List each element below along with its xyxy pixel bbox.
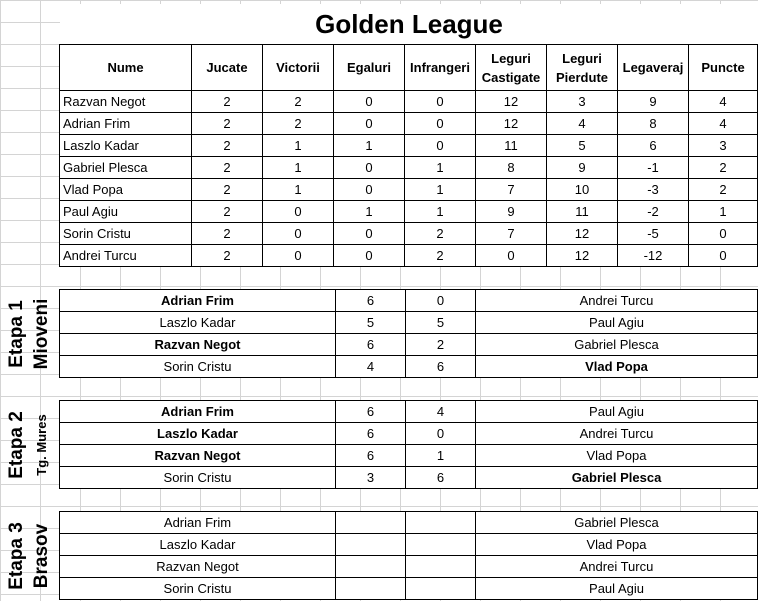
stat-cell: -5 (618, 223, 689, 245)
away-score-cell: 4 (406, 401, 476, 423)
home-score-cell (336, 512, 406, 534)
stat-cell: 2 (405, 223, 476, 245)
away-score-cell: 6 (406, 356, 476, 378)
match-row (60, 578, 758, 600)
away-player-cell: Paul Agiu (476, 312, 758, 334)
stat-cell: 0 (689, 223, 758, 245)
stat-cell: 2 (689, 179, 758, 201)
player-name-cell: Paul Agiu (60, 201, 192, 223)
stat-cell: -3 (618, 179, 689, 201)
match-row (60, 445, 758, 467)
stat-cell: 1 (405, 201, 476, 223)
page-title: Golden League (60, 4, 758, 44)
stat-cell: 3 (689, 135, 758, 157)
header-leguri-castigate (476, 45, 547, 91)
away-score-cell: 6 (406, 467, 476, 489)
home-player-cell: Laszlo Kadar (60, 312, 336, 334)
stat-cell: 0 (334, 91, 405, 113)
match-row (60, 356, 758, 378)
stage-table (59, 289, 758, 378)
home-player-cell: Adrian Frim (60, 401, 336, 423)
stat-cell: 0 (334, 223, 405, 245)
match-row (60, 467, 758, 489)
home-score-cell: 3 (336, 467, 406, 489)
stat-cell: 2 (192, 179, 263, 201)
away-player-cell: Vlad Popa (476, 534, 758, 556)
away-score-cell: 2 (406, 334, 476, 356)
away-player-cell: Vlad Popa (476, 445, 758, 467)
stat-cell: 1 (689, 201, 758, 223)
away-score-cell: 0 (406, 423, 476, 445)
home-score-cell: 6 (336, 334, 406, 356)
away-player-cell: Gabriel Plesca (476, 334, 758, 356)
stat-cell: 2 (192, 135, 263, 157)
stage-location-label: Brasov (31, 523, 52, 589)
stat-cell: 4 (547, 113, 618, 135)
stat-cell: 11 (547, 201, 618, 223)
stat-cell: 1 (263, 135, 334, 157)
home-player-cell: Laszlo Kadar (60, 423, 336, 445)
stage-location-label: Mioveni (31, 298, 52, 370)
stat-cell: 10 (547, 179, 618, 201)
stat-cell: 9 (618, 91, 689, 113)
standings-table (59, 44, 758, 267)
stage-etapa-label: Etapa 3 (6, 522, 27, 590)
match-row (60, 556, 758, 578)
header-leguri-castigate-line2: Castigate (481, 69, 541, 85)
standings-header-row (60, 45, 758, 91)
table-row (60, 179, 758, 201)
stat-cell: 0 (263, 201, 334, 223)
header-nume: Nume (60, 45, 192, 91)
home-score-cell: 6 (336, 445, 406, 467)
home-score-cell: 6 (336, 401, 406, 423)
header-leguri-pierdute (547, 45, 618, 91)
header-infrangeri: Infrangeri (405, 45, 476, 91)
table-row (60, 245, 758, 267)
stat-cell: 5 (547, 135, 618, 157)
home-player-cell: Sorin Cristu (60, 467, 336, 489)
stat-cell: -1 (618, 157, 689, 179)
stat-cell: 2 (192, 157, 263, 179)
home-player-cell: Adrian Frim (60, 290, 336, 312)
away-player-cell: Paul Agiu (476, 401, 758, 423)
stage-etapa-label: Etapa 1 (6, 300, 27, 368)
table-row (60, 157, 758, 179)
stat-cell: 7 (476, 179, 547, 201)
away-score-cell (406, 556, 476, 578)
player-name-cell: Sorin Cristu (60, 223, 192, 245)
stat-cell: 0 (334, 245, 405, 267)
match-row (60, 401, 758, 423)
stat-cell: 7 (476, 223, 547, 245)
home-score-cell (336, 534, 406, 556)
away-score-cell (406, 534, 476, 556)
stat-cell: 2 (192, 113, 263, 135)
stat-cell: 1 (334, 135, 405, 157)
header-victorii: Victorii (263, 45, 334, 91)
stat-cell: 12 (476, 113, 547, 135)
stat-cell: 2 (405, 245, 476, 267)
stat-cell: 12 (476, 91, 547, 113)
away-score-cell (406, 578, 476, 600)
away-player-cell: Paul Agiu (476, 578, 758, 600)
stat-cell: 0 (405, 135, 476, 157)
match-row (60, 512, 758, 534)
away-player-cell: Andrei Turcu (476, 290, 758, 312)
home-player-cell: Razvan Negot (60, 334, 336, 356)
home-score-cell (336, 578, 406, 600)
away-score-cell: 0 (406, 290, 476, 312)
home-player-cell: Sorin Cristu (60, 578, 336, 600)
home-score-cell (336, 556, 406, 578)
home-player-cell: Razvan Negot (60, 445, 336, 467)
home-player-cell: Razvan Negot (60, 556, 336, 578)
player-name-cell: Gabriel Plesca (60, 157, 192, 179)
stat-cell: 9 (547, 157, 618, 179)
away-score-cell (406, 512, 476, 534)
player-name-cell: Andrei Turcu (60, 245, 192, 267)
stat-cell: 2 (192, 201, 263, 223)
stat-cell: 2 (263, 91, 334, 113)
stat-cell: 2 (263, 113, 334, 135)
away-score-cell: 1 (406, 445, 476, 467)
table-row (60, 135, 758, 157)
stat-cell: 11 (476, 135, 547, 157)
stat-cell: 0 (689, 245, 758, 267)
stat-cell: 4 (689, 113, 758, 135)
stat-cell: 12 (547, 245, 618, 267)
stat-cell: 0 (334, 113, 405, 135)
home-player-cell: Adrian Frim (60, 512, 336, 534)
away-player-cell: Vlad Popa (476, 356, 758, 378)
stat-cell: 1 (263, 157, 334, 179)
header-puncte: Puncte (689, 45, 758, 91)
stat-cell: 12 (547, 223, 618, 245)
stat-cell: 0 (263, 245, 334, 267)
away-player-cell: Andrei Turcu (476, 423, 758, 445)
stat-cell: 1 (263, 179, 334, 201)
away-player-cell: Gabriel Plesca (476, 512, 758, 534)
stat-cell: 0 (334, 179, 405, 201)
stat-cell: 1 (405, 157, 476, 179)
stage-location-label: Tg. Mures (34, 414, 49, 476)
stat-cell: 1 (405, 179, 476, 201)
player-name-cell: Vlad Popa (60, 179, 192, 201)
header-jucate: Jucate (192, 45, 263, 91)
home-player-cell: Sorin Cristu (60, 356, 336, 378)
home-score-cell: 6 (336, 423, 406, 445)
player-name-cell: Adrian Frim (60, 113, 192, 135)
stat-cell: 2 (192, 91, 263, 113)
table-row (60, 91, 758, 113)
stat-cell: 0 (405, 113, 476, 135)
stat-cell: 2 (192, 223, 263, 245)
stat-cell: 8 (476, 157, 547, 179)
stat-cell: 3 (547, 91, 618, 113)
table-row (60, 113, 758, 135)
stat-cell: 6 (618, 135, 689, 157)
player-name-cell: Laszlo Kadar (60, 135, 192, 157)
stat-cell: 2 (689, 157, 758, 179)
stat-cell: -12 (618, 245, 689, 267)
stage-table (59, 400, 758, 489)
home-score-cell: 4 (336, 356, 406, 378)
stat-cell: 9 (476, 201, 547, 223)
match-row (60, 423, 758, 445)
stat-cell: 0 (334, 157, 405, 179)
stat-cell: 2 (192, 245, 263, 267)
home-score-cell: 5 (336, 312, 406, 334)
player-name-cell: Razvan Negot (60, 91, 192, 113)
stat-cell: 4 (689, 91, 758, 113)
header-leguri-castigate-line1: Leguri (491, 50, 531, 66)
stat-cell: 0 (405, 91, 476, 113)
match-row (60, 290, 758, 312)
away-score-cell: 5 (406, 312, 476, 334)
stat-cell: 0 (476, 245, 547, 267)
home-score-cell: 6 (336, 290, 406, 312)
table-row (60, 201, 758, 223)
stat-cell: 8 (618, 113, 689, 135)
stat-cell: 1 (334, 201, 405, 223)
home-player-cell: Laszlo Kadar (60, 534, 336, 556)
table-row (60, 223, 758, 245)
stage-etapa-label: Etapa 2 (6, 411, 27, 479)
match-row (60, 312, 758, 334)
stage-table (59, 511, 758, 600)
header-leguri-pierdute-line1: Leguri (562, 50, 602, 66)
header-leguri-pierdute-line2: Pierdute (555, 69, 608, 85)
stat-cell: -2 (618, 201, 689, 223)
away-player-cell: Andrei Turcu (476, 556, 758, 578)
header-egaluri: Egaluri (334, 45, 405, 91)
stat-cell: 0 (263, 223, 334, 245)
match-row (60, 334, 758, 356)
match-row (60, 534, 758, 556)
header-legaveraj: Legaveraj (618, 45, 689, 91)
away-player-cell: Gabriel Plesca (476, 467, 758, 489)
